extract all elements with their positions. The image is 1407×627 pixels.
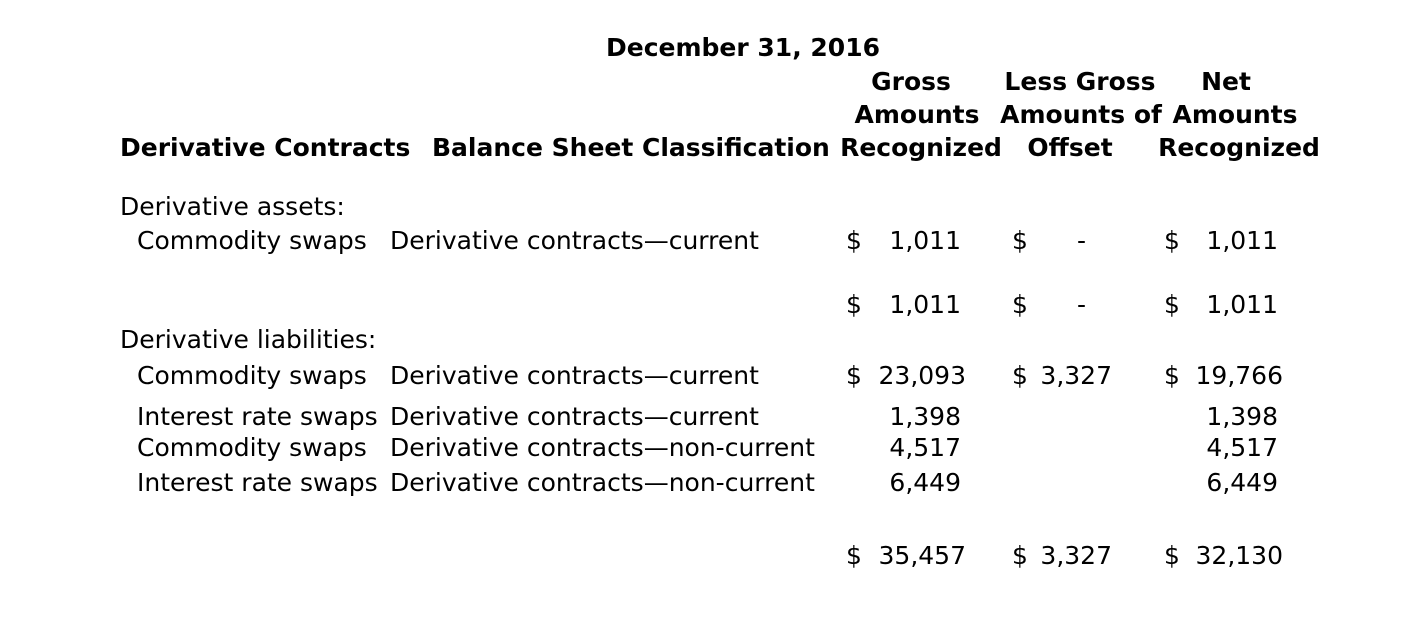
gross-amount: 6,449 (889, 468, 961, 497)
gross-currency-symbol: $ (846, 290, 862, 319)
assets-section-heading: Derivative assets: (120, 192, 345, 221)
offset-currency-symbol: $ (1012, 361, 1028, 390)
gross-amount: 1,398 (889, 402, 961, 431)
net-total: 1,011 (1206, 290, 1278, 319)
classification-cell: Derivative contracts—current (390, 402, 759, 431)
contract-name: Commodity swaps (137, 433, 367, 462)
net-amount: 1,011 (1206, 226, 1278, 255)
offset-currency-symbol: $ (1012, 226, 1028, 255)
offset-total: - (1077, 290, 1087, 319)
net-amount: 6,449 (1206, 468, 1278, 497)
gross-currency-symbol: $ (846, 361, 862, 390)
gross-total: 1,011 (889, 290, 961, 319)
net-currency-symbol: $ (1164, 361, 1180, 390)
liabilities-section-heading: Derivative liabilities: (120, 325, 377, 354)
net-header-line-2: Amounts (1172, 100, 1298, 129)
net-amount: 19,766 (1195, 361, 1283, 390)
gross-total: 35,457 (878, 541, 966, 570)
classification-cell: Derivative contracts—current (390, 361, 759, 390)
contract-name: Interest rate swaps (137, 468, 378, 497)
gross-header-line-1: Gross (871, 67, 951, 96)
offset-header-line-3: Offset (1027, 133, 1113, 162)
contract-name: Commodity swaps (137, 226, 367, 255)
gross-amount: 4,517 (889, 433, 961, 462)
classification-column-header: Balance Sheet Classification (432, 133, 830, 162)
period-header: December 31, 2016 (606, 33, 880, 62)
net-header-line-1: Net (1201, 67, 1251, 96)
classification-cell: Derivative contracts—current (390, 226, 759, 255)
gross-currency-symbol: $ (846, 541, 862, 570)
gross-amount: 23,093 (878, 361, 966, 390)
gross-header-line-3: Recognized (840, 133, 1002, 162)
net-currency-symbol: $ (1164, 226, 1180, 255)
gross-header-line-2: Amounts (854, 100, 980, 129)
contracts-column-header: Derivative Contracts (120, 133, 411, 162)
offset-currency-symbol: $ (1012, 290, 1028, 319)
classification-cell: Derivative contracts—non-current (390, 433, 815, 462)
net-total: 32,130 (1195, 541, 1283, 570)
contract-name: Interest rate swaps (137, 402, 378, 431)
gross-currency-symbol: $ (846, 226, 862, 255)
net-currency-symbol: $ (1164, 541, 1180, 570)
contract-name: Commodity swaps (137, 361, 367, 390)
net-amount: 1,398 (1206, 402, 1278, 431)
offset-amount: 3,327 (1040, 361, 1112, 390)
net-header-line-3: Recognized (1158, 133, 1320, 162)
offset-total: 3,327 (1040, 541, 1112, 570)
offset-header-line-1: Less Gross (1004, 67, 1156, 96)
net-amount: 4,517 (1206, 433, 1278, 462)
gross-amount: 1,011 (889, 226, 961, 255)
classification-cell: Derivative contracts—non-current (390, 468, 815, 497)
net-currency-symbol: $ (1164, 290, 1180, 319)
offset-amount: - (1077, 226, 1087, 255)
offset-header-line-2: Amounts of (1000, 100, 1162, 129)
offset-currency-symbol: $ (1012, 541, 1028, 570)
